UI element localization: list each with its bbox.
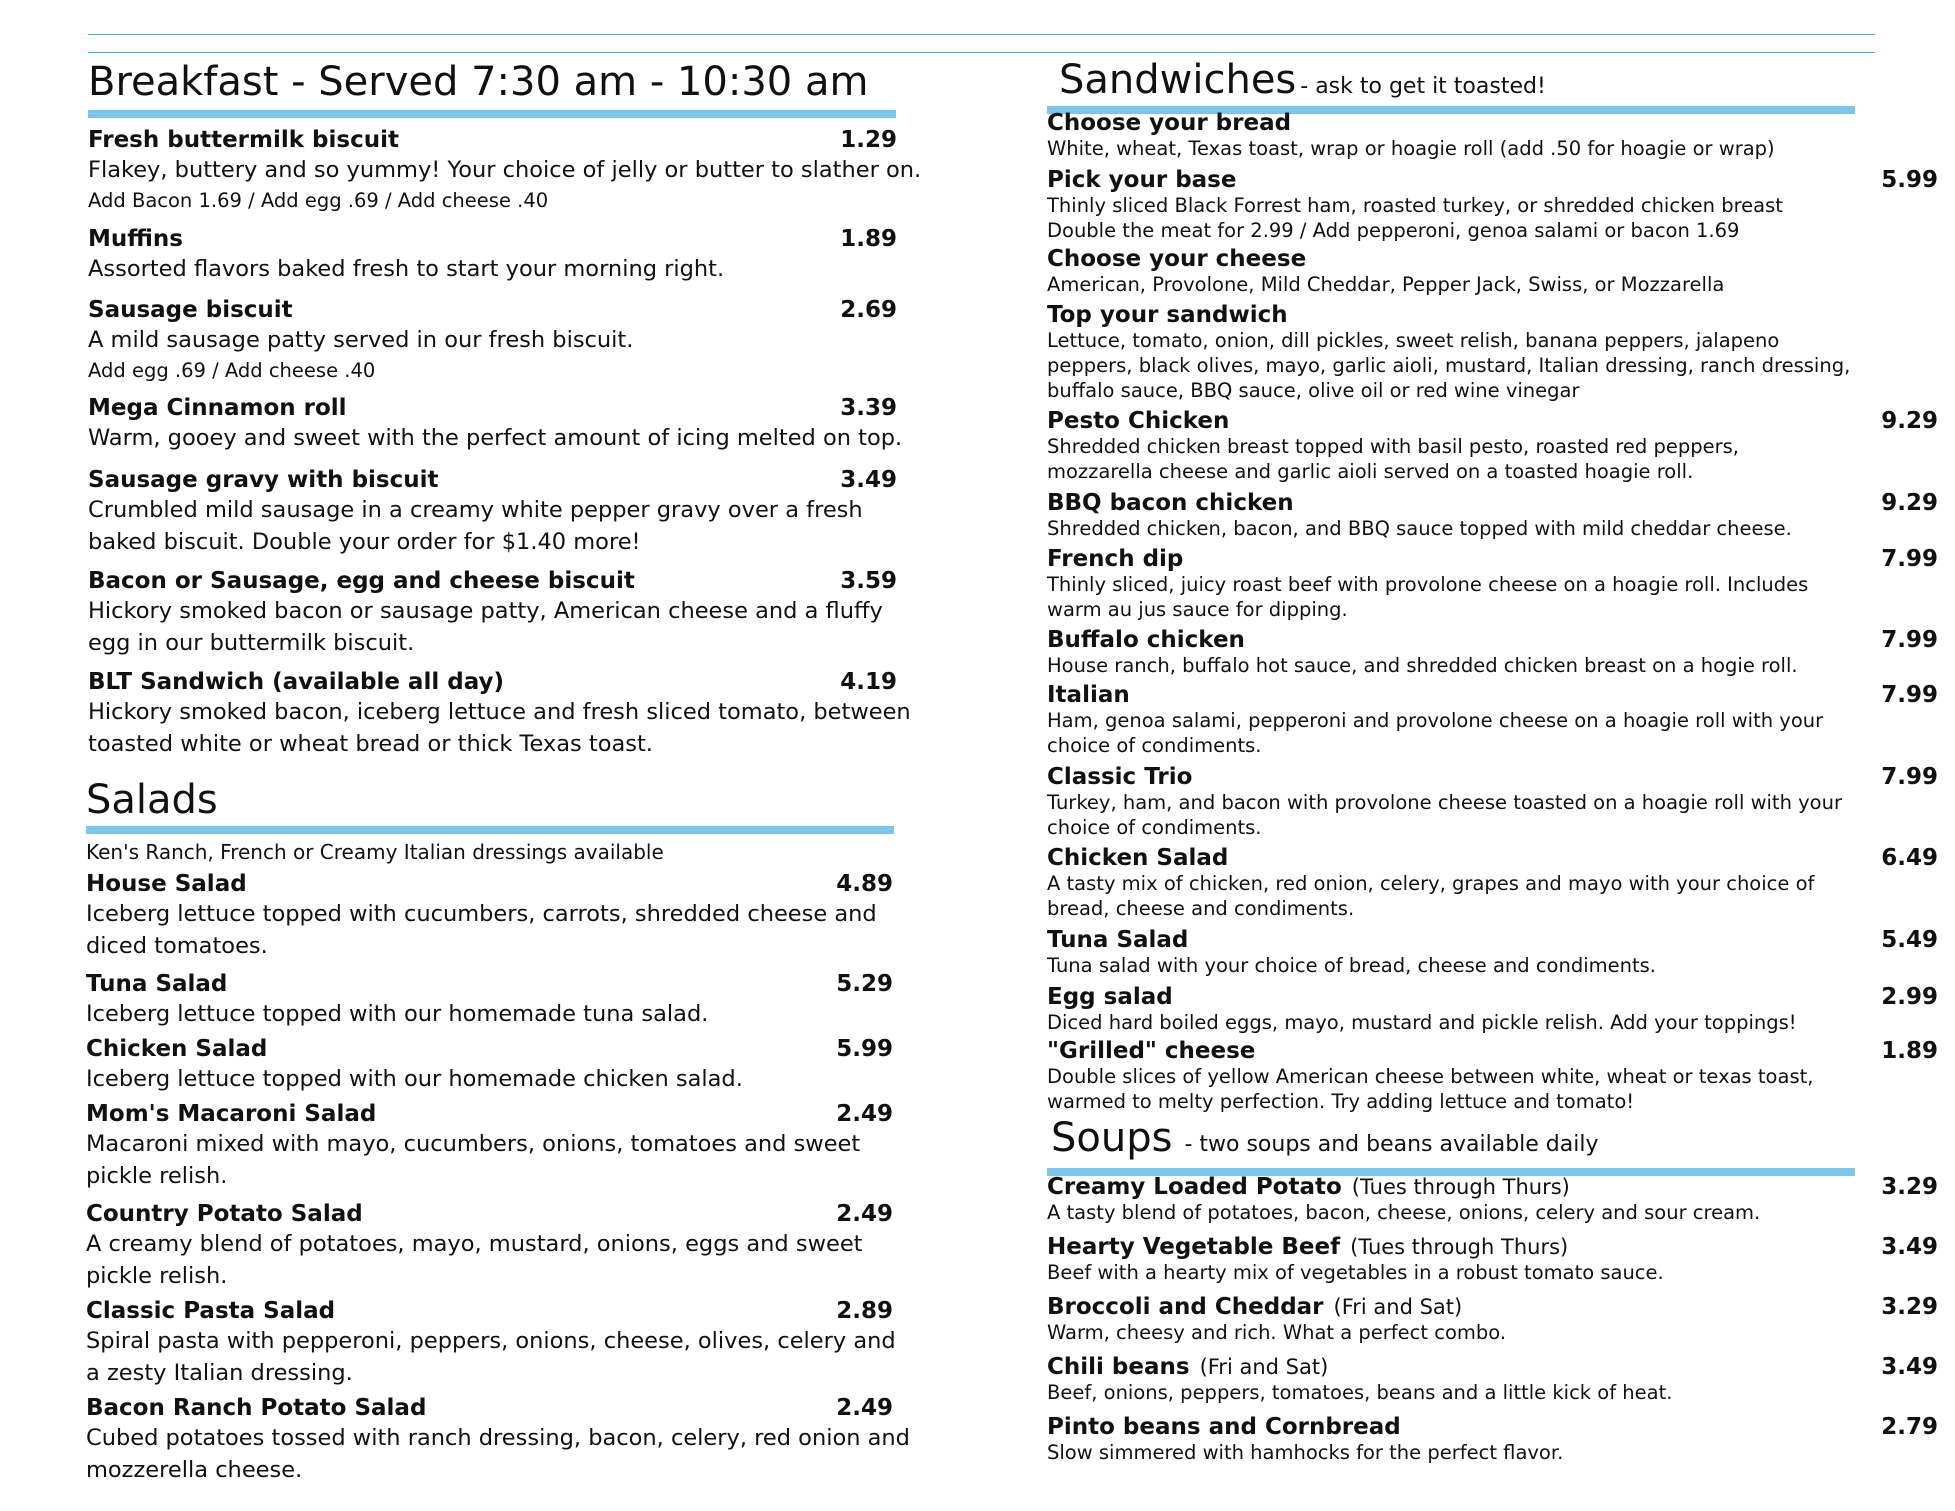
menu-item-price: 3.39 — [840, 395, 897, 421]
menu-item-price: 7.99 — [1881, 627, 1938, 653]
menu-item-header — [1047, 845, 1938, 871]
sandwiches-subtitle: - ask to get it toasted! — [1300, 74, 1546, 99]
menu-item-description: Double slices of yellow American cheese between white, wheat or texas toast, — [1047, 1065, 1814, 1088]
menu-item-description: Iceberg lettuce topped with our homemade chicken salad. — [86, 1066, 743, 1092]
menu-item-header — [86, 1394, 891, 1422]
menu-item-name: Mega Cinnamon roll — [88, 395, 347, 421]
menu-item-name: Mom's Macaroni Salad — [86, 1101, 377, 1127]
menu-item-price: 5.99 — [1881, 167, 1938, 193]
breakfast-title: Breakfast - Served 7:30 am - 10:30 am — [88, 59, 869, 105]
menu-item-header — [86, 970, 891, 998]
menu-item-note: (Tues through Thurs) — [1350, 1235, 1569, 1259]
menu-item — [86, 1297, 896, 1389]
menu-item-price: 5.99 — [836, 1036, 893, 1062]
menu-item-header — [86, 870, 891, 898]
menu-item-description: Iceberg lettuce topped with cucumbers, carrots, shredded cheese and — [86, 901, 877, 927]
menu-item-price: 4.89 — [836, 871, 893, 897]
menu-item-description: buffalo sauce, BBQ sauce, olive oil or red wine vinegar — [1047, 379, 1580, 402]
menu-item-price: 9.29 — [1881, 408, 1938, 434]
menu-item-name: Sausage gravy with biscuit — [88, 467, 439, 493]
soups-title: Soups — [1051, 1115, 1173, 1161]
menu-item-description: Iceberg lettuce topped with our homemade tuna salad. — [86, 1001, 709, 1027]
menu-item-name: Muffins — [88, 226, 183, 252]
menu-item — [1047, 1174, 1938, 1225]
menu-item-name: BBQ bacon chicken — [1047, 490, 1294, 516]
breakfast-header — [88, 60, 868, 104]
menu-item-name: "Grilled" cheese — [1047, 1038, 1256, 1064]
salads-title: Salads — [86, 777, 218, 823]
menu-item-description: A creamy blend of potatoes, mayo, mustard, onions, eggs and sweet — [86, 1231, 863, 1257]
menu-item-name: Choose your bread — [1047, 110, 1292, 136]
menu-item — [1047, 1234, 1938, 1285]
menu-item-name: Bacon or Sausage, egg and cheese biscuit — [88, 568, 635, 594]
menu-item — [1047, 984, 1938, 1035]
menu-item-note: (Fri and Sat) — [1199, 1355, 1329, 1379]
menu-item-price: 7.99 — [1881, 682, 1938, 708]
menu-item-description: Shredded chicken, bacon, and BBQ sauce topped with mild cheddar cheese. — [1047, 517, 1792, 540]
menu-item-description: pickle relish. — [86, 1163, 228, 1189]
menu-item-price: 2.89 — [836, 1298, 893, 1324]
menu-item-price: 1.89 — [1881, 1038, 1938, 1064]
menu-item-header — [1047, 927, 1938, 953]
menu-item-description: warm au jus sauce for dipping. — [1047, 598, 1348, 621]
menu-item-name: Italian — [1047, 682, 1130, 708]
menu-item-description: Macaroni mixed with mayo, cucumbers, onions, tomatoes and sweet — [86, 1131, 861, 1157]
menu-item-price: 5.49 — [1881, 927, 1938, 953]
menu-item-price: 2.49 — [836, 1101, 893, 1127]
menu-item-header — [1047, 110, 1912, 136]
breakfast-underline — [88, 110, 896, 118]
menu-item-header — [1047, 546, 1938, 572]
menu-item-header — [1047, 1038, 1938, 1064]
menu-item-description: Thinly sliced Black Forrest ham, roasted turkey, or shredded chicken breast — [1047, 194, 1783, 217]
menu-item-description: Thinly sliced, juicy roast beef with provolone cheese on a hoagie roll. Includes — [1047, 573, 1809, 596]
menu-item-name: Chicken Salad — [1047, 845, 1229, 871]
menu-item — [1047, 302, 1912, 403]
menu-item-note: (Tues through Thurs) — [1351, 1175, 1570, 1199]
menu-item-name: Hearty Vegetable Beef (Tues through Thurs) — [1047, 1234, 1569, 1260]
menu-item-note: (Fri and Sat) — [1333, 1295, 1463, 1319]
salads-underline — [86, 826, 894, 834]
menu-item-description: diced tomatoes. — [86, 933, 268, 959]
sandwiches-header — [1059, 58, 1546, 102]
menu-item — [88, 466, 897, 558]
soups-header — [1051, 1116, 1599, 1160]
menu-item-price: 3.59 — [840, 568, 897, 594]
menu-item-description: mozzarella cheese and garlic aioli served on a toasted hoagie roll. — [1047, 460, 1694, 483]
menu-item-header — [1047, 1414, 1938, 1440]
menu-item-name: French dip — [1047, 546, 1184, 572]
menu-item — [86, 1394, 910, 1486]
menu-item-name: Chili beans (Fri and Sat) — [1047, 1354, 1329, 1380]
menu-item-header — [88, 296, 897, 324]
menu-item-description: choice of condiments. — [1047, 816, 1262, 839]
menu-item-name: Choose your cheese — [1047, 246, 1307, 272]
menu-item-description: a zesty Italian dressing. — [86, 1360, 353, 1386]
menu-item — [86, 1035, 891, 1095]
menu-item — [1047, 490, 1938, 541]
menu-item-description: Spiral pasta with pepperoni, peppers, onions, cheese, olives, celery and — [86, 1328, 896, 1354]
menu-item-description: Hickory smoked bacon, iceberg lettuce and fresh sliced tomato, between — [88, 699, 911, 725]
menu-item-description: A mild sausage patty served in our fresh biscuit. — [88, 327, 634, 353]
menu-item-header — [1047, 490, 1938, 516]
menu-item-name: Pick your base — [1047, 167, 1237, 193]
menu-item-description: peppers, black olives, mayo, garlic aioli, mustard, Italian dressing, ranch dressing, — [1047, 354, 1851, 377]
menu-item-description: Ham, genoa salami, pepperoni and provolone cheese on a hoagie roll with your — [1047, 709, 1824, 732]
menu-item-header — [1047, 627, 1938, 653]
menu-item-description: Warm, cheesy and rich. What a perfect combo. — [1047, 1321, 1507, 1344]
menu-item — [86, 1200, 891, 1292]
menu-item-name: Bacon Ranch Potato Salad — [86, 1395, 427, 1421]
menu-item-name: Classic Trio — [1047, 764, 1193, 790]
menu-item — [1047, 546, 1938, 622]
menu-item-description: Shredded chicken breast topped with basil pesto, roasted red peppers, — [1047, 435, 1739, 458]
menu-item — [88, 567, 897, 659]
menu-item-description: mozzerella cheese. — [86, 1457, 303, 1483]
menu-item-header — [1047, 1174, 1938, 1200]
menu-item-name: Pesto Chicken — [1047, 408, 1230, 434]
menu-item-description: Lettuce, tomato, onion, dill pickles, sweet relish, banana peppers, jalapeno — [1047, 329, 1780, 352]
menu-item — [1047, 764, 1938, 840]
salads-dressing-note: Ken's Ranch, French or Creamy Italian dressings available — [86, 840, 664, 864]
menu-item-header — [1047, 682, 1938, 708]
menu-item-description: warmed to melty perfection. Try adding lettuce and tomato! — [1047, 1090, 1635, 1113]
menu-item — [1047, 167, 1938, 243]
sandwiches-title: Sandwiches — [1059, 57, 1297, 103]
menu-item-name: Creamy Loaded Potato (Tues through Thurs) — [1047, 1174, 1570, 1200]
menu-item-header — [1047, 1234, 1938, 1260]
menu-item-description: toasted white or wheat bread or thick Texas toast. — [88, 731, 653, 757]
menu-item-description: White, wheat, Texas toast, wrap or hoagie roll (add .50 for hoagie or wrap) — [1047, 137, 1775, 160]
menu-item — [88, 394, 903, 454]
menu-item-price: 4.19 — [840, 669, 897, 695]
menu-item-name: BLT Sandwich (available all day) — [88, 669, 505, 695]
menu-item-header — [1047, 167, 1938, 193]
menu-item — [86, 970, 891, 1030]
menu-item-name: Chicken Salad — [86, 1036, 268, 1062]
menu-item-header — [1047, 302, 1912, 328]
menu-item-name: Broccoli and Cheddar (Fri and Sat) — [1047, 1294, 1463, 1320]
menu-item-description: pickle relish. — [86, 1263, 228, 1289]
menu-item-description: Hickory smoked bacon or sausage patty, American cheese and a fluffy — [88, 598, 883, 624]
menu-item — [88, 668, 911, 760]
menu-item-name: Sausage biscuit — [88, 297, 293, 323]
salads-header — [86, 778, 218, 822]
menu-item-price: 3.49 — [840, 467, 897, 493]
menu-item-price: 3.49 — [1881, 1234, 1938, 1260]
menu-item — [1047, 927, 1938, 978]
menu-item-header — [88, 225, 897, 253]
menu-item-description: bread, cheese and condiments. — [1047, 897, 1355, 920]
menu-item-price: 7.99 — [1881, 546, 1938, 572]
menu-item — [1047, 110, 1912, 161]
menu-item-header — [1047, 408, 1938, 434]
menu-item-price: 7.99 — [1881, 764, 1938, 790]
menu-item-name: Top your sandwich — [1047, 302, 1288, 328]
menu-item-price: 3.49 — [1881, 1354, 1938, 1380]
menu-item-price: 1.89 — [840, 226, 897, 252]
menu-item-price: 2.79 — [1881, 1414, 1938, 1440]
menu-item-price: 5.29 — [836, 971, 893, 997]
menu-item-description: Beef with a hearty mix of vegetables in a robust tomato sauce. — [1047, 1261, 1664, 1284]
menu-item-header — [86, 1297, 891, 1325]
menu-item-description: Assorted flavors baked fresh to start your morning right. — [88, 256, 725, 282]
menu-item-header — [88, 668, 897, 696]
menu-item-description: Slow simmered with hamhocks for the perfect flavor. — [1047, 1441, 1564, 1464]
menu-item-description: baked biscuit. Double your order for $1.40 more! — [88, 529, 641, 555]
menu-item-description: A tasty mix of chicken, red onion, celery, grapes and mayo with your choice of — [1047, 872, 1815, 895]
menu-item-header — [1047, 984, 1938, 1010]
menu-item-name: Classic Pasta Salad — [86, 1298, 336, 1324]
menu-item — [86, 870, 891, 962]
menu-item — [1047, 627, 1938, 678]
menu-item — [1047, 845, 1938, 921]
menu-item — [88, 126, 922, 216]
menu-item-name: Tuna Salad — [1047, 927, 1189, 953]
menu-item-description: American, Provolone, Mild Cheddar, Pepper Jack, Swiss, or Mozzarella — [1047, 273, 1725, 296]
menu-item-description: House ranch, buffalo hot sauce, and shredded chicken breast on a hogie roll. — [1047, 654, 1798, 677]
menu-item-price: 2.69 — [840, 297, 897, 323]
menu-item-description: choice of condiments. — [1047, 734, 1262, 757]
menu-item-price: 3.29 — [1881, 1294, 1938, 1320]
menu-item — [1047, 682, 1938, 758]
menu-item-description: A tasty blend of potatoes, bacon, cheese, onions, celery and sour cream. — [1047, 1201, 1761, 1224]
menu-item — [1047, 1038, 1938, 1114]
menu-item-header — [88, 466, 897, 494]
menu-item-addons: Add egg .69 / Add cheese .40 — [88, 359, 376, 382]
menu-item-description: Crumbled mild sausage in a creamy white pepper gravy over a fresh — [88, 497, 863, 523]
menu-item-header — [88, 567, 897, 595]
menu-item-name: Tuna Salad — [86, 971, 228, 997]
menu-item-header — [86, 1200, 891, 1228]
menu-item-price: 1.29 — [840, 127, 897, 153]
menu-item-name: Egg salad — [1047, 984, 1173, 1010]
menu-item-description: Cubed potatoes tossed with ranch dressing, bacon, celery, red onion and — [86, 1425, 910, 1451]
menu-item-price: 2.49 — [836, 1395, 893, 1421]
menu-item-addons: Add Bacon 1.69 / Add egg .69 / Add cheese .40 — [88, 189, 549, 212]
menu-item-header — [1047, 764, 1938, 790]
menu-item-description: Diced hard boiled eggs, mayo, mustard and pickle relish. Add your toppings! — [1047, 1011, 1797, 1034]
menu-item-header — [1047, 246, 1912, 272]
menu-item-header — [86, 1100, 891, 1128]
menu-item — [1047, 408, 1938, 484]
menu-item-description: Turkey, ham, and bacon with provolone cheese toasted on a hoagie roll with your — [1047, 791, 1842, 814]
menu-item — [1047, 1414, 1938, 1465]
menu-item-name: Pinto beans and Cornbread — [1047, 1414, 1401, 1440]
menu-item — [88, 225, 897, 285]
menu-item-header — [1047, 1354, 1938, 1380]
menu-item-price: 3.29 — [1881, 1174, 1938, 1200]
menu-item-name: Buffalo chicken — [1047, 627, 1245, 653]
menu-item — [1047, 1294, 1938, 1345]
menu-item-name: Country Potato Salad — [86, 1201, 363, 1227]
top-rule-1 — [88, 34, 1875, 35]
menu-item-price: 2.99 — [1881, 984, 1938, 1010]
menu-item-header — [86, 1035, 891, 1063]
menu-item-header — [1047, 1294, 1938, 1320]
menu-item-name: Fresh buttermilk biscuit — [88, 127, 399, 153]
menu-item-addons: Double the meat for 2.99 / Add pepperoni, genoa salami or bacon 1.69 — [1047, 219, 1740, 242]
menu-item-description: egg in our buttermilk biscuit. — [88, 630, 415, 656]
menu-item-name: House Salad — [86, 871, 247, 897]
top-rule-2 — [88, 52, 1875, 53]
menu-item — [88, 296, 897, 386]
menu-item-price: 6.49 — [1881, 845, 1938, 871]
menu-item — [1047, 246, 1912, 297]
menu-item-description: Tuna salad with your choice of bread, cheese and condiments. — [1047, 954, 1656, 977]
menu-item — [86, 1100, 891, 1192]
menu-item — [1047, 1354, 1938, 1405]
menu-item-price: 9.29 — [1881, 490, 1938, 516]
menu-item-description: Warm, gooey and sweet with the perfect amount of icing melted on top. — [88, 425, 903, 451]
menu-item-price: 2.49 — [836, 1201, 893, 1227]
soups-subtitle: - two soups and beans available daily — [1184, 1132, 1599, 1157]
menu-item-header — [88, 126, 897, 154]
menu-item-description: Flakey, buttery and so yummy! Your choice of jelly or butter to slather on. — [88, 157, 922, 183]
menu-item-description: Beef, onions, peppers, tomatoes, beans and a little kick of heat. — [1047, 1381, 1673, 1404]
menu-item-header — [88, 394, 897, 422]
